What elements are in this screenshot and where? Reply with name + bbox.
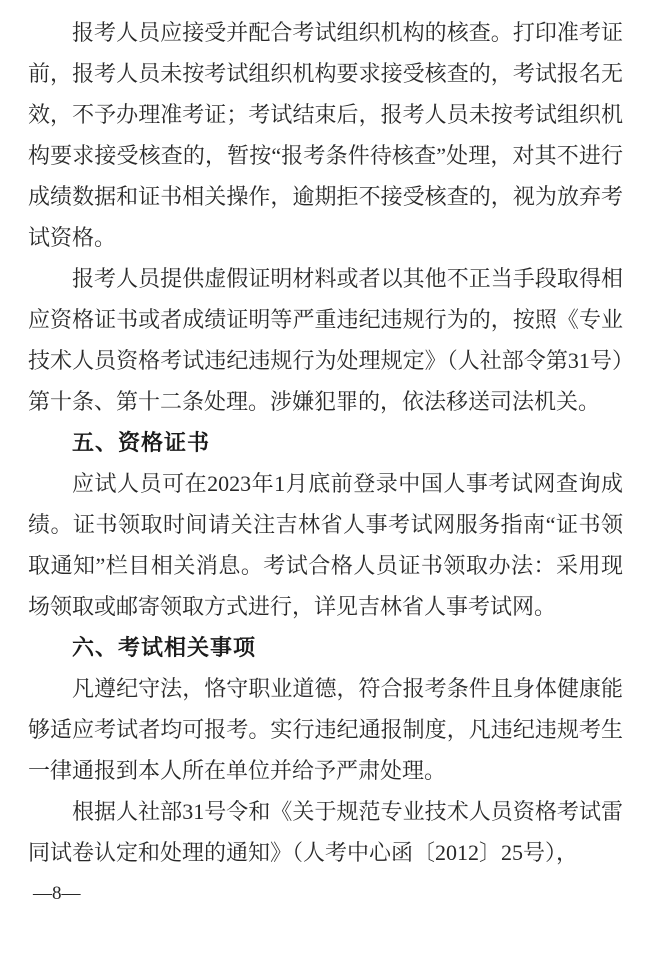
heading-section-5-certificates: 五、资格证书 [72,430,211,455]
paragraph-certificate-collection: 应试人员可在2023年1月底前登录中国人事考试网查询成绩。证书领取时间请关注吉林省人事考试网服务指南“证书领取通知”栏目相关消息。考试合格人员证书领取办法：采用现场领取或邮寄领取方式进行，详见吉林省人事考试网。 [28,471,623,619]
paragraph-fraud-penalties: 报考人员提供虚假证明材料或者以其他不正当手段取得相应资格证书或者成绩证明等严重违纪违规行为的，按照《专业技术人员资格考试违纪违规行为处理规定》（人社部令第31号）第十条、第十二条处理。涉嫌犯罪的，依法移送司法机关。 [28,266,623,414]
paragraph-verification-requirements: 报考人员应接受并配合考试组织机构的核查。打印准考证前，报考人员未按考试组织机构要求接受核查的，考试报名无效，不予办理准考证；考试结束后，报考人员未按考试组织机构要求接受核查的，暂按“报考条件待核查”处理，对其不进行成绩数据和证书相关操作，逾期拒不接受核查的，视为放弃考试资格。 [28,20,624,250]
heading-section-6-exam-matters: 六、考试相关事项 [72,635,257,660]
page-number: —8— [33,883,81,904]
paragraph-eligibility-discipline: 凡遵纪守法，恪守职业道德，符合报考条件且身体健康能够适应考试者均可报考。实行违纪通报制度，凡违纪违规考生一律通报到本人所在单位并给予严肃处理。 [28,676,623,783]
paragraph-identical-papers-notice: 根据人社部31号令和《关于规范专业技术人员资格考试雷同试卷认定和处理的通知》（人考中心函〔2012〕25号）， [28,799,623,865]
